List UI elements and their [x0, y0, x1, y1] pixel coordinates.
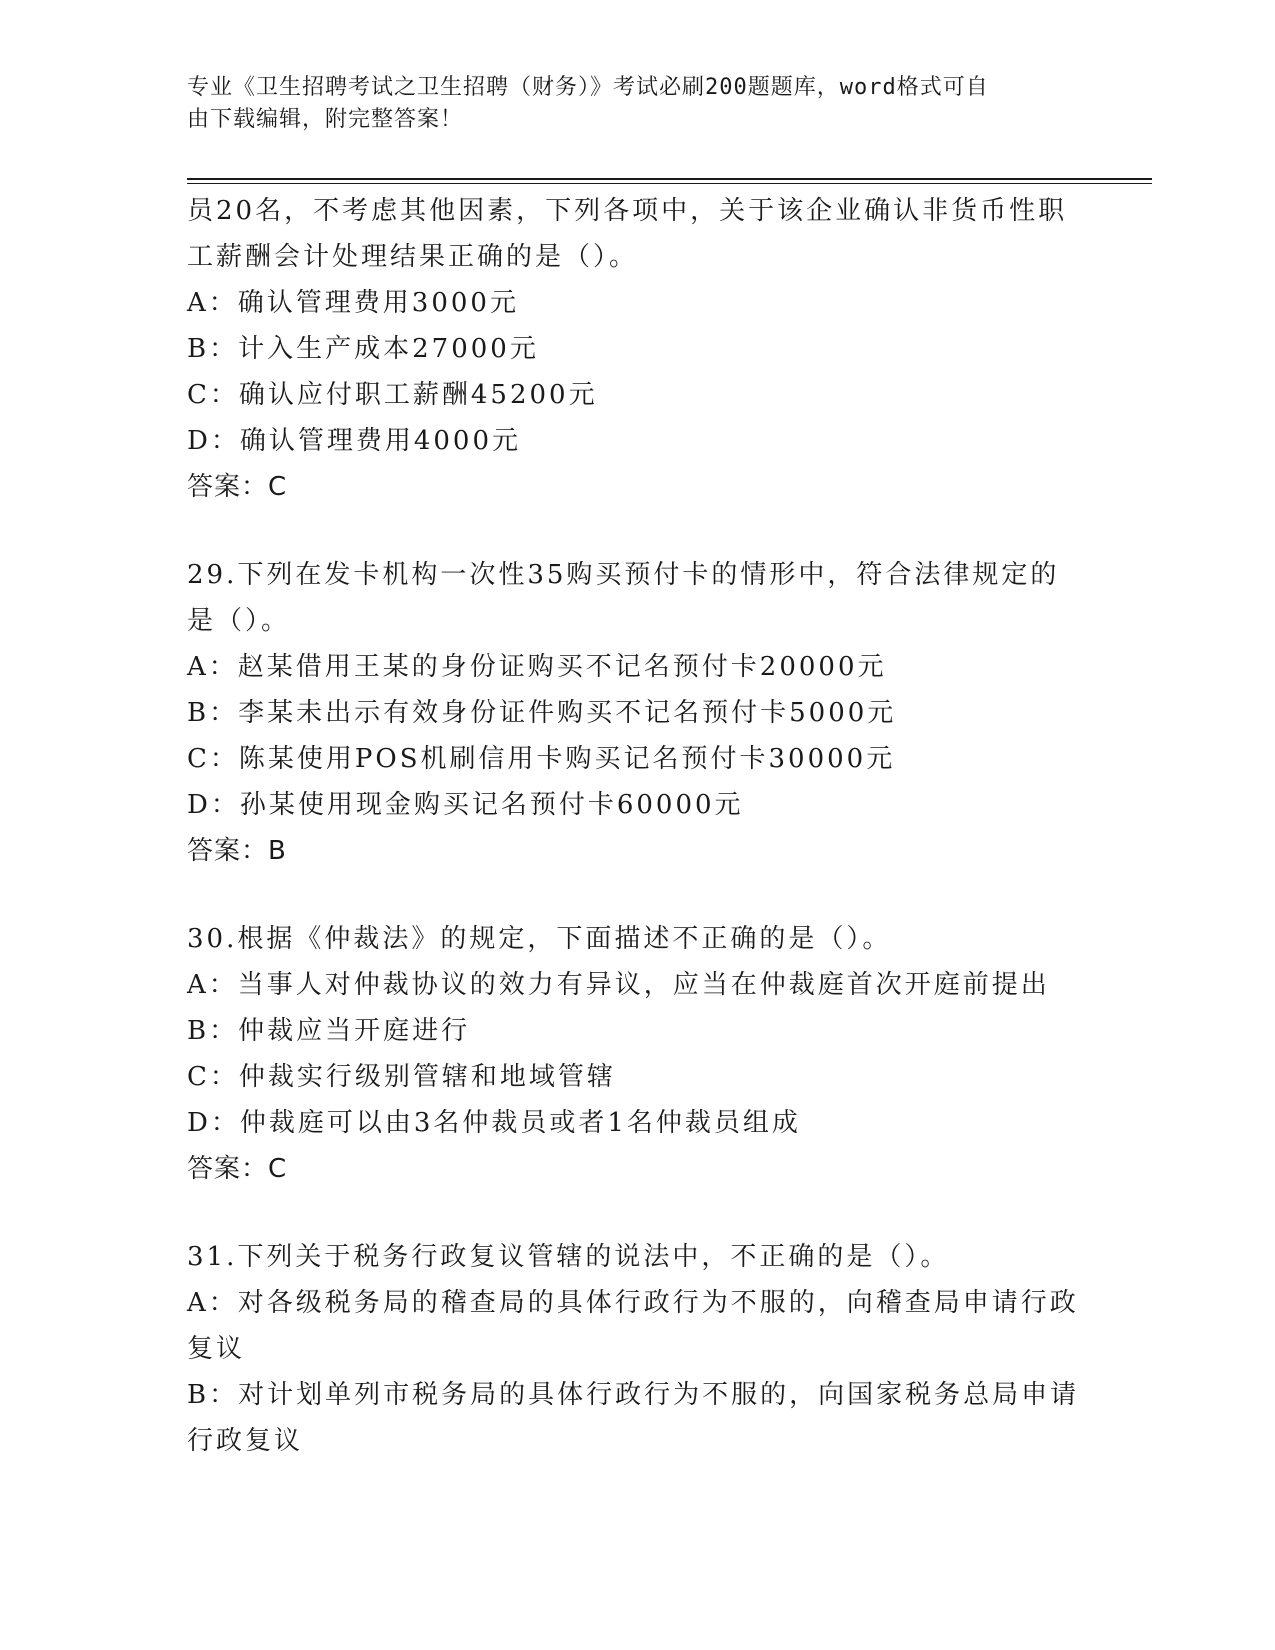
header-line-2: 由下载编辑，附完整答案！: [187, 107, 464, 132]
option-a: A：确认管理费用3000元: [187, 288, 519, 318]
option-a: A：对各级税务局的稽查局的具体行政行为不服的，向稽查局申请行政: [187, 1288, 1079, 1318]
header-rule-thin: [187, 183, 1152, 184]
option-c: C：陈某使用POS机刷信用卡购买记名预付卡30000元: [187, 744, 896, 774]
question-stem-line: 30.根据《仲裁法》的规定，下面描述不正确的是（）。: [187, 924, 892, 954]
spacer: [187, 1192, 1087, 1234]
header-line-1: 专业《卫生招聘考试之卫生招聘（财务）》考试必刷200题题库，word格式可自: [187, 75, 989, 100]
option-b-continued: 行政复议: [187, 1426, 304, 1456]
answer-label: 答案：B: [187, 836, 287, 866]
question-29: [187, 552, 1087, 874]
question-stem-line: 工薪酬会计处理结果正确的是（）。: [187, 242, 639, 272]
question-stem-line: 29.下列在发卡机构一次性35购买预付卡的情形中，符合法律规定的: [187, 560, 1060, 590]
question-stem-line: 员20名，不考虑其他因素，下列各项中，关于该企业确认非货币性职: [187, 196, 1068, 226]
option-c: C：确认应付职工薪酬45200元: [187, 380, 598, 410]
header-rule-thick: [187, 178, 1152, 180]
option-b: B：对计划单列市税务局的具体行政行为不服的，向国家税务总局申请: [187, 1380, 1080, 1410]
option-c: C：仲裁实行级别管辖和地域管辖: [187, 1062, 616, 1092]
option-a: A：当事人对仲裁协议的效力有异议，应当在仲裁庭首次开庭前提出: [187, 970, 1050, 1000]
option-b: B：李某未出示有效身份证件购买不记名预付卡5000元: [187, 698, 897, 728]
option-d: D：确认管理费用4000元: [187, 426, 522, 456]
answer-label: 答案：C: [187, 1154, 288, 1184]
option-d: D：仲裁庭可以由3名仲裁员或者1名仲裁员组成: [187, 1108, 801, 1138]
question-stem-line: 31.下列关于税务行政复议管辖的说法中，不正确的是（）。: [187, 1242, 950, 1272]
spacer: [187, 510, 1087, 552]
option-a-continued: 复议: [187, 1334, 246, 1364]
question-28: [187, 188, 1087, 510]
answer-label: 答案：C: [187, 472, 288, 502]
document-header: [187, 72, 1067, 136]
question-list: [187, 188, 1087, 1464]
option-b: B：计入生产成本27000元: [187, 334, 539, 364]
spacer: [187, 874, 1087, 916]
question-30: [187, 916, 1087, 1192]
option-a: A：赵某借用王某的身份证购买不记名预付卡20000元: [187, 652, 887, 682]
question-stem-line: 是（）。: [187, 606, 291, 636]
question-31: [187, 1234, 1087, 1464]
option-d: D：孙某使用现金购买记名预付卡60000元: [187, 790, 744, 820]
option-b: B：仲裁应当开庭进行: [187, 1016, 471, 1046]
